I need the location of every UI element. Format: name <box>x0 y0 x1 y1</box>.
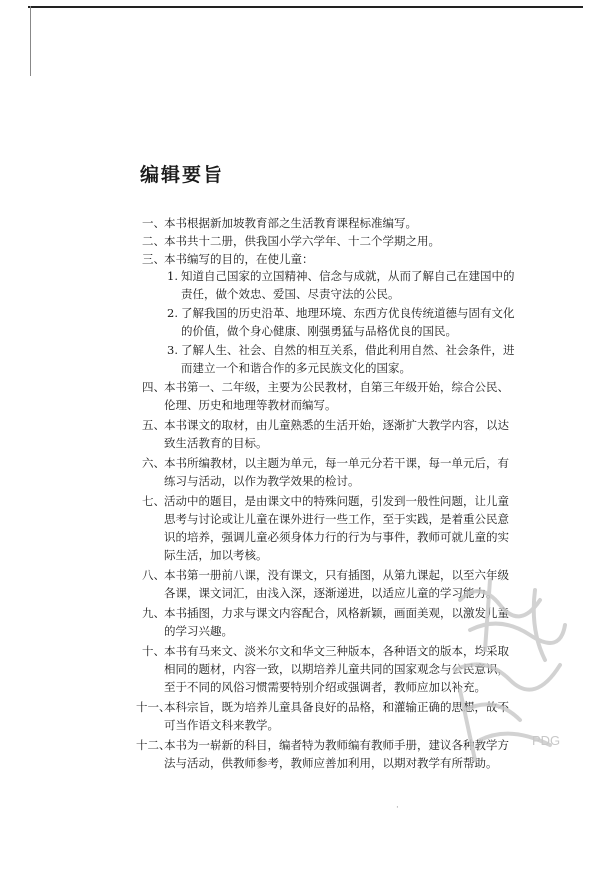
sub-item-line: 责任，做个效忠、爱国、尽责守法的公民。 <box>181 287 400 301</box>
item-line: 本书所编教材，以主题为单元，每一单元分若干课，每一单元后，有 <box>164 456 509 470</box>
sub-item-line: 了解我国的历史沿革、地理环境、东西方优良传统道德与固有文化 <box>181 306 515 320</box>
watermark-text: PDG <box>532 733 561 748</box>
list-item <box>142 214 417 232</box>
sub-item-number: 3. <box>167 343 178 357</box>
page-title: 编辑要旨 <box>140 164 225 186</box>
item-line: 练习与活动，以作为教学效果的检讨。 <box>164 474 360 488</box>
sub-item <box>167 341 515 377</box>
list-item <box>142 604 509 640</box>
item-line: 本书第一、二年级，主要为公民教材，自第三年级开始，综合公民、 <box>164 380 509 394</box>
item-number: 九、 <box>142 606 165 620</box>
item-line: 致生活教育的目标。 <box>164 436 268 450</box>
item-line: 本书有马来文、淡米尔文和华文三种版本，各种语文的版本，均采取 <box>164 644 509 658</box>
item-line: 可当作语文科来教学。 <box>164 718 279 732</box>
sub-item <box>167 304 515 340</box>
scan-artifact: · <box>396 803 399 813</box>
item-number: 四、 <box>142 380 165 394</box>
item-number: 五、 <box>142 418 165 432</box>
item-number: 八、 <box>142 568 165 582</box>
sub-item-line: 了解人生、社会、自然的相互关系，借此利用自然、社会条件，进 <box>181 343 515 357</box>
item-line: 本书第一册前八课，没有课文，只有插图，从第九课起，以至六年级 <box>164 568 509 582</box>
list-item <box>142 454 509 490</box>
sub-item-line: 知道自己国家的立国精神、信念与成就，从而了解自己在建国中的 <box>181 269 515 283</box>
left-margin-mark <box>30 6 31 76</box>
top-border-line <box>28 6 583 8</box>
item-line: 各课，课文词汇，由浅入深，逐渐递进，以适应儿童的学习能力。 <box>164 586 498 600</box>
item-line: 本书插图，力求与课文内容配合，风格新颖，画面美观，以激发儿童 <box>164 606 509 620</box>
sub-item-number: 2. <box>167 306 178 320</box>
item-line: 至于不同的风俗习惯需要特别介绍或强调者，教师应加以补充。 <box>164 680 486 694</box>
list-item <box>142 416 509 452</box>
item-line: 相同的题材，内容一致，以期培养儿童共同的国家观念与公民意识， <box>164 662 509 676</box>
sub-item-number: 1. <box>167 269 178 283</box>
item-line: 本书共十二册，供我国小学六学年、十二个学期之用。 <box>164 234 440 248</box>
list-item <box>142 492 509 564</box>
item-line: 的学习兴趣。 <box>164 624 233 638</box>
item-number: 七、 <box>142 494 165 508</box>
item-line: 思考与讨论或让儿童在课外进行一些工作，至于实践，是着重公民意 <box>164 512 509 526</box>
item-line: 法与活动，供教师参考，教师应善加利用，以期对教学有所帮助。 <box>164 756 498 770</box>
item-number: 一、 <box>142 216 165 230</box>
sub-item <box>167 267 515 303</box>
list-item <box>142 250 314 268</box>
sub-item-line: 的价值，做个身心健康、刚强勇猛与品格优良的国民。 <box>181 324 457 338</box>
item-line: 本书编写的目的，在使儿童： <box>164 252 314 266</box>
item-line: 本书根据新加坡教育部之生活教育课程标准编写。 <box>164 216 417 230</box>
list-item <box>136 698 509 734</box>
item-line: 活动中的题目，是由课文中的特殊问题，引发到一般性问题，让儿童 <box>164 494 509 508</box>
item-number: 十二、 <box>136 738 171 752</box>
item-line: 本书课文的取材，由儿童熟悉的生活开始，逐渐扩大教学内容，以达 <box>164 418 509 432</box>
item-line: 际生活，加以考核。 <box>164 548 268 562</box>
item-number: 十、 <box>142 644 165 658</box>
item-line: 伦理、历史和地理等教材而编写。 <box>164 398 337 412</box>
item-line: 本书为一崭新的科目，编者特为教师编有教师手册，建议各种教学方 <box>164 738 509 752</box>
item-line: 本科宗旨，既为培养儿童具备良好的品格，和灌输正确的思想，故不 <box>164 700 509 714</box>
sub-item-line: 而建立一个和谐合作的多元民族文化的国家。 <box>181 361 411 375</box>
item-number: 二、 <box>142 234 165 248</box>
list-item <box>142 232 440 250</box>
item-number: 十一、 <box>136 700 171 714</box>
list-item <box>136 736 509 772</box>
item-number: 六、 <box>142 456 165 470</box>
item-line: 识的培养，强调儿童必须身体力行的行为与事件，教师可就儿童的实 <box>164 530 509 544</box>
list-item <box>142 566 509 602</box>
list-item <box>142 378 509 414</box>
item-number: 三、 <box>142 252 165 266</box>
list-item <box>142 642 509 696</box>
